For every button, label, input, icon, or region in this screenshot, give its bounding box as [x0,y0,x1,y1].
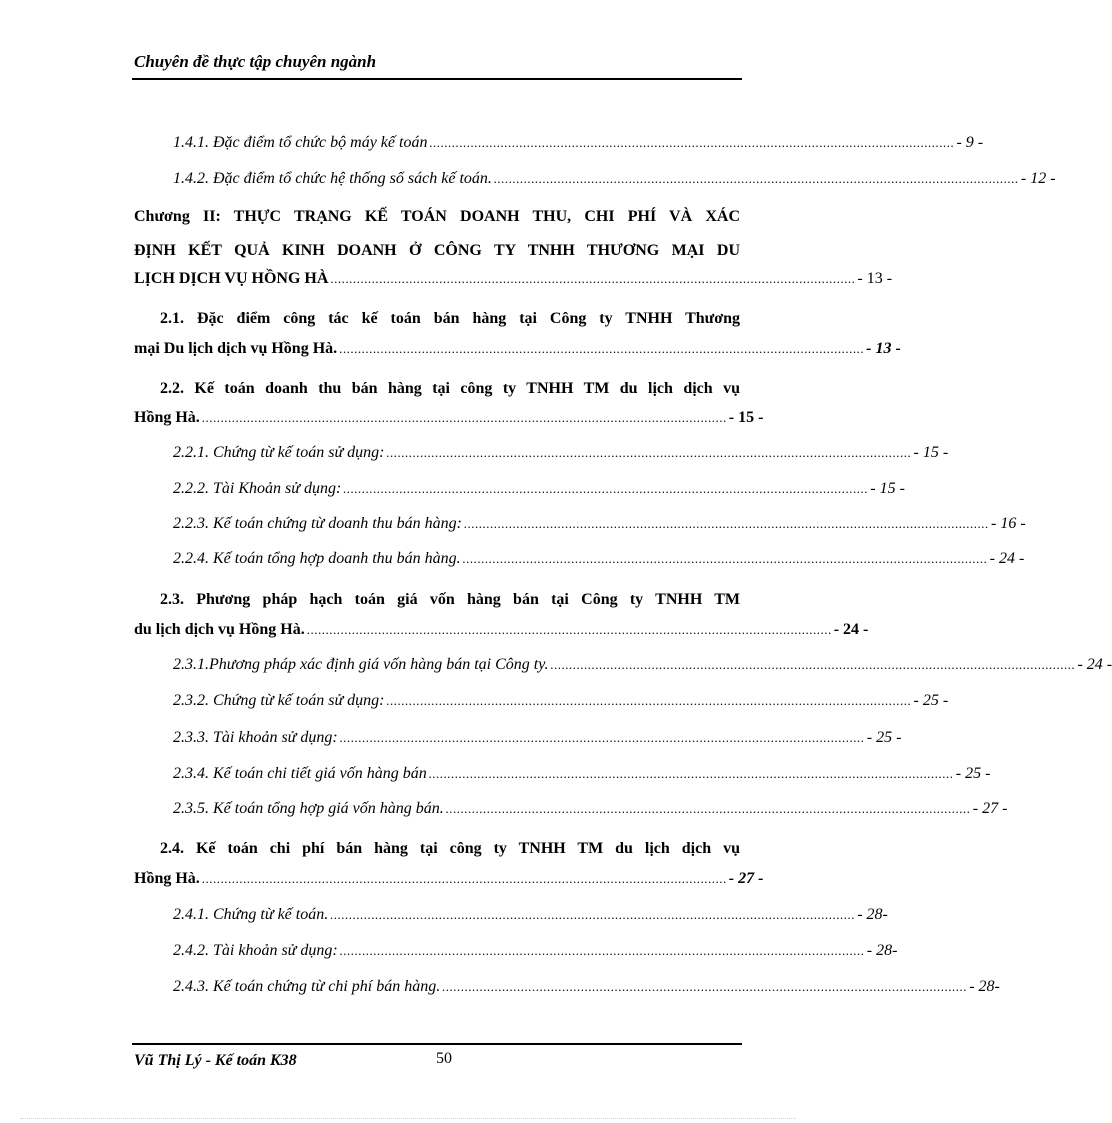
toc-entry-text: 2.4.2. Tài khoản sử dụng: [173,942,338,959]
chapter-title-line-1: : THỰC TRẠNG KẾ TOÁN DOANH THU, CHI PHÍ VÀ XÁC [215,208,741,225]
toc-entry-2-4-1 [173,906,888,930]
dot-leader: ............................................................................................................................................ [493,171,1019,186]
toc-entry-page: - 27 - [728,870,764,887]
toc-entry-text: mại Du lịch dịch vụ Hồng Hà. [134,340,338,357]
toc-entry-2-3-2 [173,692,949,716]
dot-leader: ............................................................................................................................................ [462,551,988,566]
page-edge-dotted-line [20,1118,796,1119]
chapter-label: Chương II [134,208,216,225]
toc-entry-text: 2.4.1. Chứng từ kế toán. [173,906,329,923]
toc-entry-text: Hồng Hà. [134,870,200,887]
dot-leader: ............................................................................................................................................ [429,135,955,150]
chapter-title-line-3: LỊCH DỊCH VỤ HỒNG HÀ [134,270,329,287]
toc-entry-text: du lịch dịch vụ Hồng Hà. [134,621,305,638]
dot-leader: ............................................................................................................................................ [330,271,856,286]
toc-entry-page: - 15 - [913,444,949,461]
toc-entry-page: - 13 - [857,270,893,287]
toc-entry-page: - 25 - [955,765,991,782]
toc-entry-text: 2.2.3. Kế toán chứng từ doanh thu bán hàng: [173,515,462,532]
dot-leader: ............................................................................................................................................ [343,481,869,496]
toc-entry-1-4-1 [173,134,984,158]
toc-entry-page: - 24 - [989,550,1025,567]
dot-leader: ............................................................................................................................................ [386,693,912,708]
toc-entry-2-3-4 [173,765,991,789]
toc-chapter-2-line-2: ĐỊNH KẾT QUẢ KINH DOANH Ở CÔNG TY TNHH THƯƠNG MẠI DU [134,242,740,259]
toc-entry-page: - 28- [969,978,1000,995]
dot-leader: ............................................................................................................................................ [339,943,865,958]
toc-entry-page: - 12 - [1020,170,1056,187]
toc-entry-text: 1.4.1. Đặc điểm tổ chức bộ máy kế toán [173,134,428,151]
dot-leader: ............................................................................................................................................ [306,622,832,637]
toc-chapter-2-line-3 [134,270,893,294]
toc-entry-page: - 27 - [972,800,1008,817]
toc-section-2-4-line-1: 2.4. Kế toán chi phí bán hàng tại công ty TNHH TM du lịch dịch vụ [160,840,740,857]
toc-entry-page: - 24 - [833,621,869,638]
toc-entry-page: - 24 - [1077,656,1112,673]
dot-leader: ............................................................................................................................................ [445,801,971,816]
toc-entry-text: 2.2.1. Chứng từ kế toán sử dụng: [173,444,385,461]
toc-entry-text: 2.2.2. Tài Khoản sử dụng: [173,480,342,497]
toc-section-2-4-line-2 [134,870,764,894]
toc-entry-text: 2.3.1.Phương pháp xác định giá vốn hàng bán tại Công ty. [173,656,549,673]
toc-entry-page: - 15 - [870,480,905,497]
dot-leader: ............................................................................................................................................ [339,730,865,745]
footer-author: Vũ Thị Lý - Kế toán K38 [134,1052,297,1069]
toc-entry-page: - 13 - [866,340,901,357]
footer-divider [132,1043,742,1045]
header-title: Chuyên đề thực tập chuyên ngành [134,52,377,71]
toc-entry-page: - 25 - [913,692,949,709]
toc-entry-2-2-4 [173,550,1025,574]
toc-entry-page: - 16 - [991,515,1026,532]
header-divider [132,78,742,80]
toc-entry-text: 2.4.3. Kế toán chứng từ chi phí bán hàng. [173,978,441,995]
toc-entry-2-3-5 [173,800,1008,824]
toc-section-2-3-line-2 [134,621,869,645]
toc-entry-2-4-3 [173,978,1000,1002]
toc-section-2-1-line-1: 2.1. Đặc điểm công tác kế toán bán hàng tại Công ty TNHH Thương [160,310,740,327]
toc-entry-2-2-2 [173,480,905,504]
toc-entry-text: Hồng Hà. [134,409,200,426]
toc-entry-2-3-3 [173,729,902,753]
toc-entry-text: 1.4.2. Đặc điểm tổ chức hệ thống sổ sách kế toán. [173,170,492,187]
toc-entry-text: 2.3.3. Tài khoản sử dụng: [173,729,338,746]
toc-entry-1-4-2 [173,170,1056,194]
page-number: 50 [436,1050,452,1067]
toc-entry-2-2-3 [173,515,1026,539]
dot-leader: ............................................................................................................................................ [201,871,727,886]
toc-entry-2-4-2 [173,942,898,966]
toc-entry-2-3-1 [173,656,1112,680]
toc-section-2-3-line-1: 2.3. Phương pháp hạch toán giá vốn hàng bán tại Công ty TNHH TM [160,591,740,608]
toc-entry-page: - 28- [866,942,898,959]
toc-entry-text: 2.3.5. Kế toán tổng hợp giá vốn hàng bán. [173,800,444,817]
toc-section-2-2-line-1: 2.2. Kế toán doanh thu bán hàng tại công ty TNHH TM du lịch dịch vụ [160,380,740,397]
dot-leader: ............................................................................................................................................ [339,341,865,356]
toc-entry-page: - 28- [857,906,888,923]
dot-leader: ............................................................................................................................................ [386,445,912,460]
toc-entry-text: 2.2.4. Kế toán tổng hợp doanh thu bán hàng. [173,550,461,567]
toc-section-2-2-line-2 [134,409,764,433]
toc-section-2-1-line-2 [134,340,901,364]
toc-entry-page: - 25 - [866,729,902,746]
dot-leader: ............................................................................................................................................ [330,907,856,922]
toc-entry-page: - 9 - [956,134,984,151]
dot-leader: ............................................................................................................................................ [550,657,1076,672]
dot-leader: ............................................................................................................................................ [464,516,989,531]
dot-leader: ............................................................................................................................................ [428,766,954,781]
toc-entry-2-2-1 [173,444,949,468]
toc-entry-text: 2.3.4. Kế toán chi tiết giá vốn hàng bán [173,765,427,782]
dot-leader: ............................................................................................................................................ [442,979,968,994]
toc-chapter-2-line-1 [134,200,740,234]
dot-leader: ............................................................................................................................................ [201,410,727,425]
toc-entry-text: 2.3.2. Chứng từ kế toán sử dụng: [173,692,385,709]
toc-entry-page: - 15 - [728,409,764,426]
